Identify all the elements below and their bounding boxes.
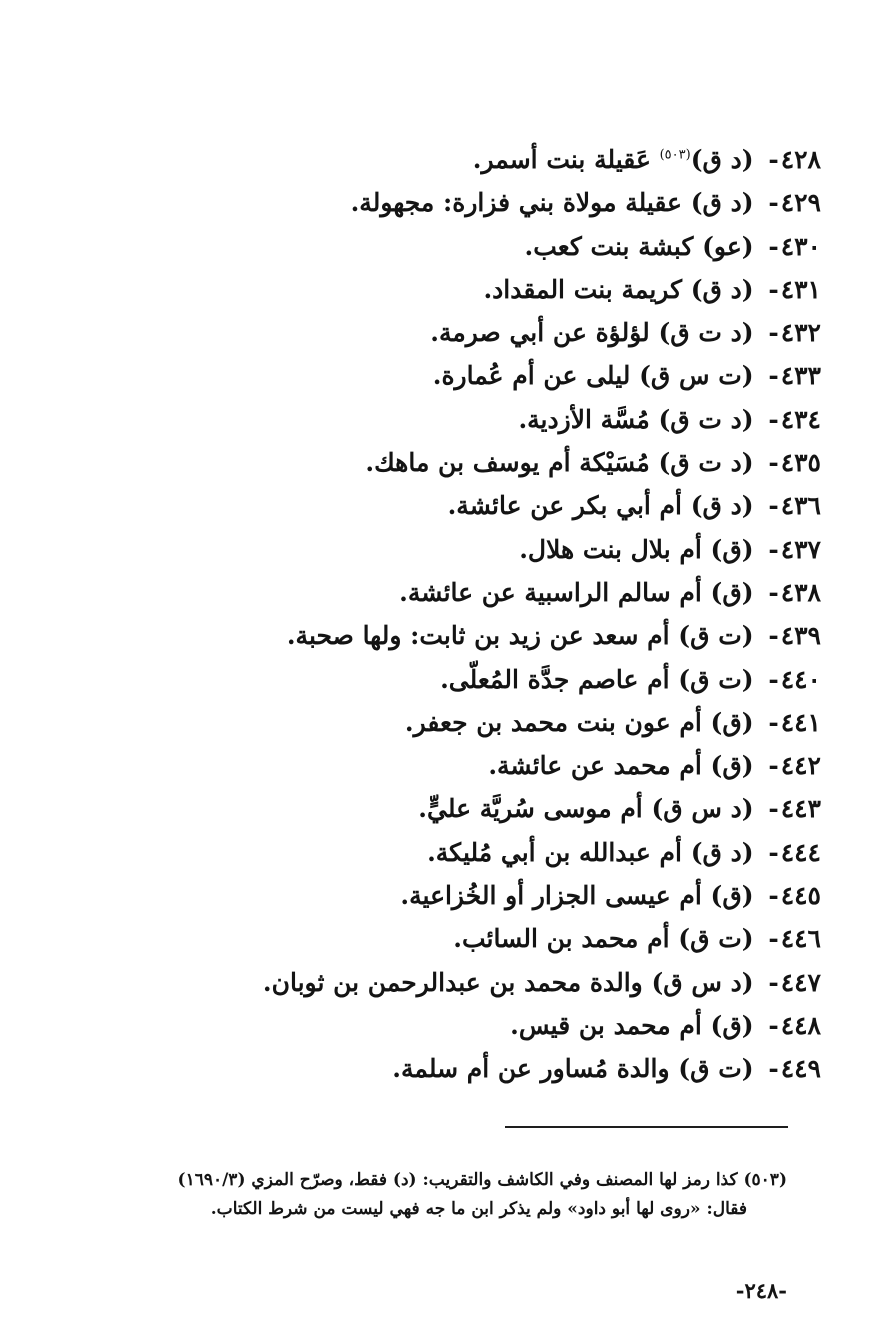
entry-sigla: (د ت ق) [658, 404, 754, 434]
entry-separator: - [768, 404, 779, 434]
entry-sigla: (ت س ق) [639, 361, 754, 391]
entry-sigla: (د س ق) [651, 794, 754, 824]
page-number: -٢٤٨- [735, 1278, 787, 1303]
entry-sigla: (د ق) [690, 837, 754, 867]
footnote-line: (٥٠٣) كذا رمز لها المصنف وفي الكاشف والتقريب: (د) فقط، وصرّح المزي (١٦٩٠/٣) [177, 1170, 787, 1190]
list-item [61, 268, 821, 311]
entry-separator: - [768, 145, 779, 174]
entry-sigla: (ت ق) [678, 924, 754, 954]
list-item [61, 528, 821, 571]
entry-separator: - [768, 924, 779, 954]
entry-text: أم عيسى الجزار أو الخُزاعية. [400, 881, 702, 911]
list-item [61, 917, 821, 960]
list-item [61, 874, 821, 917]
list-item [61, 744, 821, 787]
list-item [61, 181, 821, 224]
entry-separator: - [768, 621, 779, 651]
entry-sigla: (عو) [702, 231, 754, 261]
entry-text: عقيلة مولاة بني فزارة: مجهولة. [350, 188, 682, 218]
entry-sigla: (ق) [710, 534, 754, 564]
entry-sigla: (ق) [710, 1010, 754, 1040]
entry-sigla: (د ت ق) [658, 318, 754, 348]
entry-sigla: (د ق) [690, 145, 754, 174]
entry-number: ٤٣٦ [780, 491, 821, 521]
entry-text: أم عون بنت محمد بن جعفر. [404, 707, 702, 737]
list-item [61, 614, 821, 657]
entry-sigla: (ت ق) [678, 621, 754, 651]
entry-separator: - [768, 794, 779, 824]
entry-separator: - [768, 448, 779, 478]
entry-separator: - [768, 188, 779, 218]
entry-text: ليلى عن أم عُمارة. [432, 361, 631, 391]
list-item [61, 658, 821, 701]
list-item [61, 225, 821, 268]
entry-number: ٤٤١ [780, 707, 821, 737]
entry-text: مُسَّة الأزدية. [518, 404, 650, 434]
entry-text: والدة محمد بن عبدالرحمن بن ثوبان. [262, 967, 643, 997]
entry-separator: - [768, 491, 779, 521]
entry-text: لؤلؤة عن أبي صرمة. [430, 318, 650, 348]
footnote-line: فقال: «روى لها أبو داود» ولم يذكر ابن ما جه فهي ليست من شرط الكتاب. [210, 1199, 747, 1219]
entry-sigla: (د س ق) [651, 967, 754, 997]
entry-number: ٤٣٠ [780, 231, 821, 261]
entry-number: ٤٣٢ [780, 318, 821, 348]
entry-sigla: (ق) [710, 577, 754, 607]
entry-text: عَقيلة بنت أسمر. [472, 145, 651, 174]
entry-text: أم محمد عن عائشة. [488, 751, 702, 781]
entry-separator: - [768, 231, 779, 261]
entry-text: مُسَيْكة أم يوسف بن ماهك. [365, 448, 650, 478]
entry-text: أم سعد عن زيد بن ثابت: ولها صحبة. [286, 621, 670, 651]
entry-number: ٤٤٣ [780, 794, 821, 824]
entry-number: ٤٤٥ [780, 881, 821, 911]
entry-sigla: (ت ق) [678, 664, 754, 694]
entry-number: ٤٣٣ [780, 361, 821, 391]
entry-text: أم محمد بن السائب. [453, 924, 670, 954]
entry-text: كريمة بنت المقداد. [483, 274, 682, 304]
entry-number: ٤٣٨ [780, 577, 821, 607]
entry-number: ٤٢٨ [780, 145, 821, 174]
list-item [61, 571, 821, 614]
entry-sigla: (ق) [710, 751, 754, 781]
entry-number: ٤٣٤ [780, 404, 821, 434]
entry-separator: - [768, 361, 779, 391]
entry-text: أم أبي بكر عن عائشة. [447, 491, 682, 521]
list-item [61, 398, 821, 441]
entry-number: ٤٣٧ [780, 534, 821, 564]
list-item [61, 1004, 821, 1047]
list-item [61, 354, 821, 397]
entry-separator: - [768, 707, 779, 737]
entry-separator: - [768, 881, 779, 911]
entry-number: ٤٢٩ [780, 188, 821, 218]
list-item [61, 1047, 821, 1090]
entry-separator: - [768, 1054, 779, 1084]
footnote [87, 1166, 787, 1224]
footnote-reference: (٥٠٣) [659, 147, 691, 163]
entry-sigla: (د ق) [690, 491, 754, 521]
entry-text: أم عبدالله بن أبي مُليكة. [427, 837, 682, 867]
entry-number: ٤٣١ [780, 274, 821, 304]
list-item [61, 701, 821, 744]
entry-sigla: (د ت ق) [658, 448, 754, 478]
entry-sigla: (د ق) [690, 188, 754, 218]
entry-separator: - [768, 534, 779, 564]
entry-text: أم عاصم جدَّة المُعلّى. [440, 664, 670, 694]
entry-separator: - [768, 664, 779, 694]
narrator-list [61, 138, 821, 1091]
entry-number: ٤٤٧ [780, 967, 821, 997]
list-item [61, 138, 821, 181]
entry-sigla: (ق) [710, 881, 754, 911]
list-item [61, 441, 821, 484]
list-item [61, 787, 821, 830]
list-item [61, 311, 821, 354]
entry-separator: - [768, 751, 779, 781]
entry-separator: - [768, 274, 779, 304]
entry-number: ٤٤٤ [780, 837, 821, 867]
entry-sigla: (ت ق) [678, 1054, 754, 1084]
entry-sigla: (ق) [710, 707, 754, 737]
entry-separator: - [768, 1010, 779, 1040]
entry-number: ٤٤٠ [780, 664, 821, 694]
entry-text: أم بلال بنت هلال. [519, 534, 702, 564]
footnote-divider [505, 1126, 788, 1128]
entry-number: ٤٤٨ [780, 1010, 821, 1040]
entry-text: أم سالم الراسبية عن عائشة. [399, 577, 702, 607]
entry-number: ٤٤٦ [780, 924, 821, 954]
list-item [61, 484, 821, 527]
entry-number: ٤٤٩ [780, 1054, 821, 1084]
entry-separator: - [768, 577, 779, 607]
list-item [61, 961, 821, 1004]
entry-number: ٤٣٩ [780, 621, 821, 651]
entry-text: والدة مُساور عن أم سلمة. [392, 1054, 670, 1084]
entry-separator: - [768, 967, 779, 997]
entry-text: أم موسى سُريَّة عليٍّ. [418, 794, 643, 824]
entry-number: ٤٣٥ [780, 448, 821, 478]
list-item [61, 831, 821, 874]
entry-separator: - [768, 837, 779, 867]
entry-text: أم محمد بن قيس. [510, 1010, 702, 1040]
entry-text: كبشة بنت كعب. [524, 231, 694, 261]
entry-sigla: (د ق) [690, 274, 754, 304]
entry-number: ٤٤٢ [780, 751, 821, 781]
entry-separator: - [768, 318, 779, 348]
